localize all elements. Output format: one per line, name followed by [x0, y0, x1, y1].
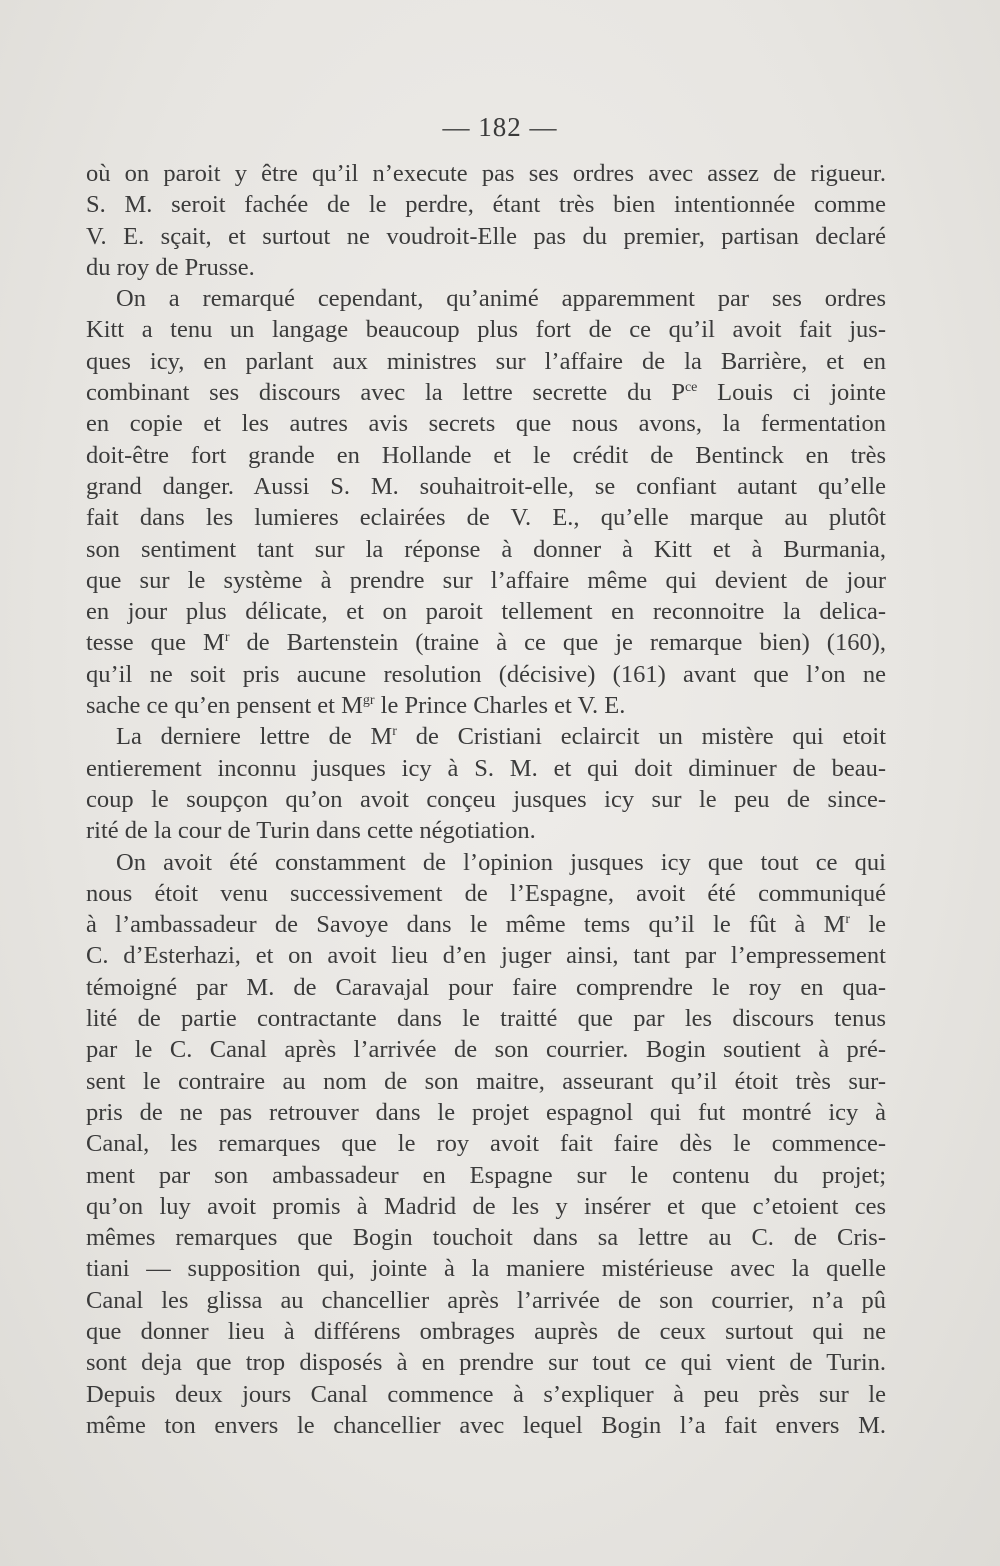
- text-line: On a remarqué cependant, qu’animé apparemment par ses ordres: [116, 285, 886, 313]
- text-line: grand danger. Aussi S. M. souhaitroit-elle, se confiant autant qu’elle: [86, 472, 886, 500]
- text-segment: sache ce qu’en pensent et M: [86, 692, 363, 720]
- text-line: ques icy, en parlant aux ministres sur l’affaire de la Barrière, et en: [86, 347, 886, 375]
- text-line: pris de ne pas retrouver dans le projet espagnol qui fut montré icy à: [86, 1098, 886, 1126]
- text-line: [86, 721, 886, 752]
- text-line: témoigné par M. de Caravajal pour faire comprendre le roy en qua-: [86, 973, 886, 1001]
- text-line: qu’on luy avoit promis à Madrid de les y insérer et que c’etoient ces: [86, 1192, 886, 1220]
- text-line: S. M. seroit fachée de le perdre, étant très bien intentionnée comme: [86, 191, 886, 219]
- text-line: où on paroit y être qu’il n’execute pas ses ordres avec assez de rigueur.: [86, 160, 886, 187]
- text-line: [86, 690, 886, 721]
- text-line: On avoit été constamment de l’opinion jusques icy que tout ce qui: [116, 848, 886, 876]
- text-line: C. d’Esterhazi, et on avoit lieu d’en juger ainsi, tant par l’empressement: [86, 942, 886, 970]
- text-line: fait dans les lumieres eclairées de V. E., qu’elle marque au plutôt: [86, 504, 886, 532]
- text-line: qu’il ne soit pris aucune resolution (décisive) (161) avant que l’on ne: [86, 660, 886, 688]
- text-line: même ton envers le chancellier avec lequel Bogin l’a fait envers M.: [86, 1411, 886, 1439]
- text-segment: tesse que M: [86, 629, 225, 657]
- text-line: sent le contraire au nom de son maitre, asseurant qu’il étoit très sur-: [86, 1067, 886, 1095]
- text-line: sont deja que trop disposés à en prendre sur tout ce qui vient de Turin.: [86, 1349, 886, 1377]
- text-segment: à l’ambassadeur de Savoye dans le même tems qu’il le fût à M: [86, 911, 846, 939]
- text-line: lité de partie contractante dans le traitté que par les discours tenus: [86, 1005, 886, 1033]
- body-text: [86, 158, 886, 1441]
- text-line: Canal les glissa au chancellier après l’arrivée de son courrier, n’a pû: [86, 1286, 886, 1314]
- text-segment: le Prince Charles et V. E.: [374, 692, 626, 720]
- text-line: rité de la cour de Turin dans cette négotiation.: [86, 817, 536, 845]
- text-segment: de Cristiani eclaircit un mistère qui etoit: [396, 723, 887, 751]
- text-line: [86, 909, 886, 940]
- text-line: Canal, les remarques que le roy avoit fait faire dès le commence-: [86, 1130, 886, 1158]
- text-line: mêmes remarques que Bogin touchoit dans sa lettre au C. de Cris-: [86, 1224, 886, 1252]
- superscript: r: [392, 724, 397, 740]
- text-line: Kitt a tenu un langage beaucoup plus fort de ce qu’il avoit fait jus-: [86, 316, 886, 344]
- superscript: r: [224, 630, 230, 646]
- text-segment: combinant ses discours avec la lettre secrette du P: [86, 379, 685, 407]
- text-line: Depuis deux jours Canal commence à s’expliquer à peu près sur le: [86, 1380, 886, 1408]
- text-line: que sur le système à prendre sur l’affaire même qui devient de jour: [86, 566, 886, 594]
- text-line: du roy de Prusse.: [86, 253, 255, 281]
- text-segment: le: [850, 911, 886, 939]
- text-line: entierement inconnu jusques icy à S. M. et qui doit diminuer de beau-: [86, 754, 886, 782]
- text-line: [86, 627, 886, 658]
- text-line: en copie et les autres avis secrets que nous avons, la fermentation: [86, 410, 886, 438]
- superscript: gr: [362, 693, 375, 709]
- text-line: en jour plus délicate, et on paroit tellement en reconnoitre la delica-: [86, 598, 886, 626]
- text-segment: Louis ci jointe: [697, 379, 886, 407]
- text-line: ment par son ambassadeur en Espagne sur le contenu du projet;: [86, 1161, 886, 1189]
- text-line: par le C. Canal après l’arrivée de son courrier. Bogin soutient à pré-: [86, 1036, 886, 1064]
- text-line: V. E. sçait, et surtout ne voudroit-Elle pas du premier, partisan declaré: [86, 222, 886, 250]
- text-line: son sentiment tant sur la réponse à donner à Kitt et à Burmania,: [86, 535, 886, 563]
- superscript: r: [845, 912, 851, 928]
- text-line: nous étoit venu successivement de l’Espagne, avoit été communiqué: [86, 879, 886, 907]
- page-number: — 182 —: [442, 112, 558, 142]
- text-line: [86, 377, 886, 408]
- text-line: doit-être fort grande en Hollande et le crédit de Bentinck en très: [86, 441, 886, 469]
- text-line: coup le soupçon qu’on avoit conçeu jusques icy sur le peu de since-: [86, 785, 886, 813]
- text-line: tiani — supposition qui, jointe à la maniere mistérieuse avec la quelle: [86, 1255, 886, 1283]
- text-segment: de Bartenstein (traine à ce que je remarque bien) (160),: [229, 629, 886, 657]
- text-line: que donner lieu à différens ombrages auprès de ceux surtout qui ne: [86, 1317, 886, 1345]
- superscript: ce: [684, 380, 698, 396]
- text-segment: La derniere lettre de M: [116, 723, 393, 751]
